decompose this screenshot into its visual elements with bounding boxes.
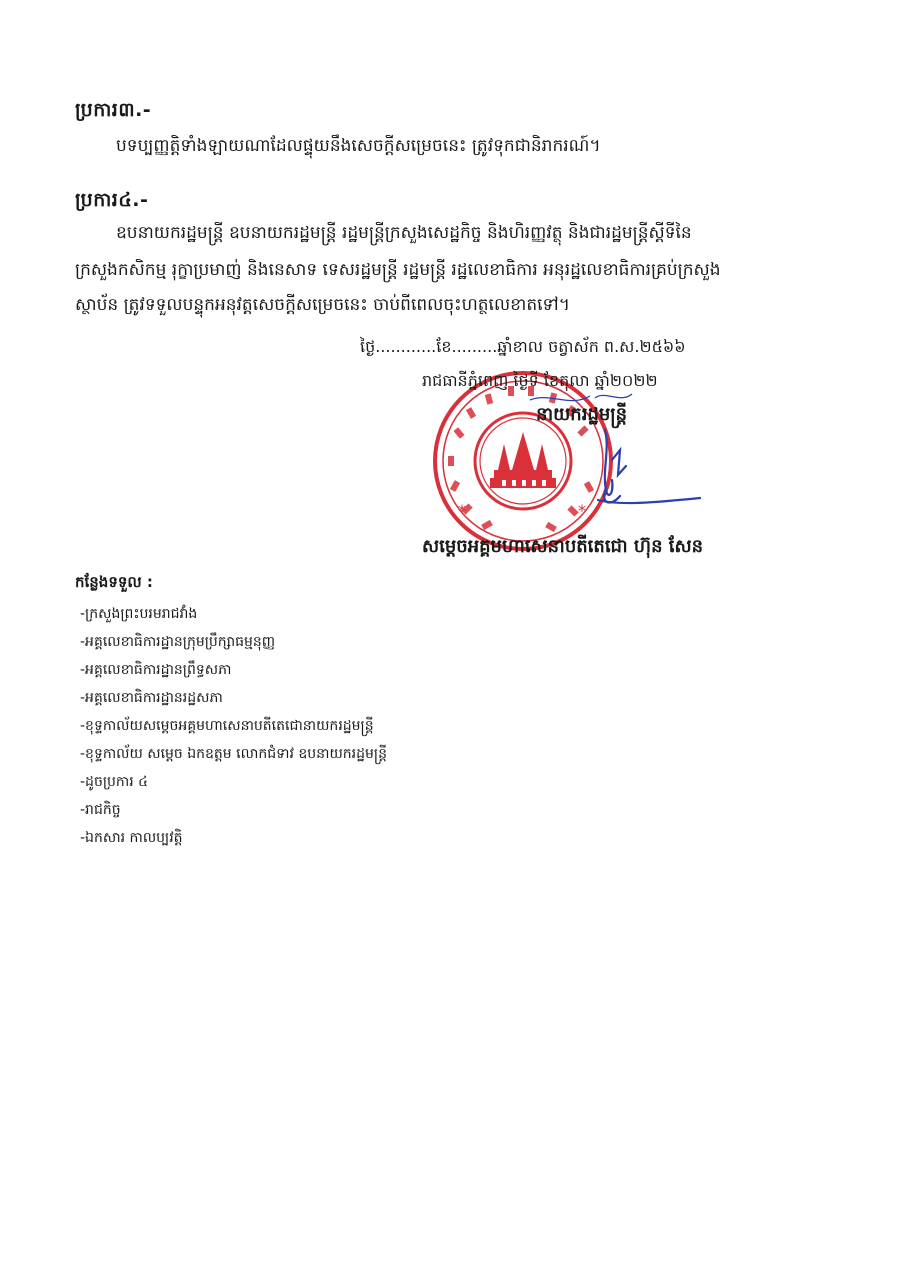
recipient-item: -ដូចប្រការ ៤: [80, 774, 149, 790]
article-4-line-1: ឧបនាយករដ្ឋមន្ត្រី ឧបនាយករដ្ឋមន្ត្រី រដ្ឋមន្ត្រីក្រសួងសេដ្ឋកិច្ច និងហិរញ្ញវត្ថុ និងជារដ្ឋមន្ត្រីស្តីទីនៃ: [116, 223, 692, 243]
recipient-item: -អគ្គលេខាធិការដ្ឋានរដ្ឋសភា: [80, 690, 223, 706]
recipient-item: -អគ្គលេខាធិការដ្ឋានព្រឹទ្ធសភា: [80, 662, 232, 678]
svg-text:*: *: [458, 501, 466, 520]
article-3-heading: ប្រការ៣.-: [75, 99, 152, 121]
article-4-line-2: ក្រសួងកសិកម្ម រុក្ខាប្រមាញ់ និងនេសាទ ទេសរដ្ឋមន្ត្រី រដ្ឋមន្ត្រី រដ្ឋលេខាធិការ អនុរដ្ឋលេខាធិការគ្រប់ក្រសួង: [75, 260, 721, 280]
recipient-item: -អគ្គលេខាធិការដ្ឋានក្រុមប្រឹក្សាធម្មនុញ្ញ: [80, 634, 276, 650]
recipients-title: កន្លែងទទួល :: [75, 573, 153, 591]
article-4-heading: ប្រការ៤.-: [75, 189, 149, 211]
recipient-item: -រាជកិច្ច: [80, 802, 121, 818]
recipient-item: -ខុទ្ទកាល័យ សម្តេច ឯកឧត្តម លោកជំទាវ ឧបនាយករដ្ឋមន្ត្រី: [80, 746, 387, 762]
article-3-body: បទប្បញ្ញត្តិទាំងឡាយណាដែលផ្ទុយនឹងសេចក្តីសម្រេចនេះ ត្រូវទុកជានិរាករណ៍។: [116, 136, 601, 156]
recipient-item: -ក្រសួងព្រះបរមរាជវាំង: [80, 606, 198, 622]
article-4-line-3: ស្ថាប័ន ត្រូវទទួលបន្ទុកអនុវត្តសេចក្តីសម្រេចនេះ ចាប់ពីពេលចុះហត្ថលេខាតទៅ។: [75, 295, 570, 315]
signature-title: នាយករដ្ឋមន្ត្រី: [536, 404, 628, 425]
signature-name: សម្តេចអគ្គមហាសេនាបតីតេជោ ហ៊ុន សែន: [422, 536, 704, 557]
recipient-item: -ខុទ្ទកាល័យសម្តេចអគ្គមហាសេនាបតីតេជោនាយករដ្ឋមន្ត្រី: [80, 718, 374, 734]
signature-block: [360, 330, 840, 570]
recipient-item: -ឯកសារ កាលប្បវត្តិ: [80, 830, 183, 846]
signature-date-lunar: ថ្ងៃ............ខែ.........ឆ្នាំខាល ចត្វាស័ក ព.ស.២៥៦៦: [360, 337, 686, 356]
svg-text:*: *: [578, 501, 586, 520]
signature-date-solar: រាជធានីភ្នំពេញ ថ្ងៃទី ខែតុលា ឆ្នាំ២០២២: [422, 371, 658, 390]
